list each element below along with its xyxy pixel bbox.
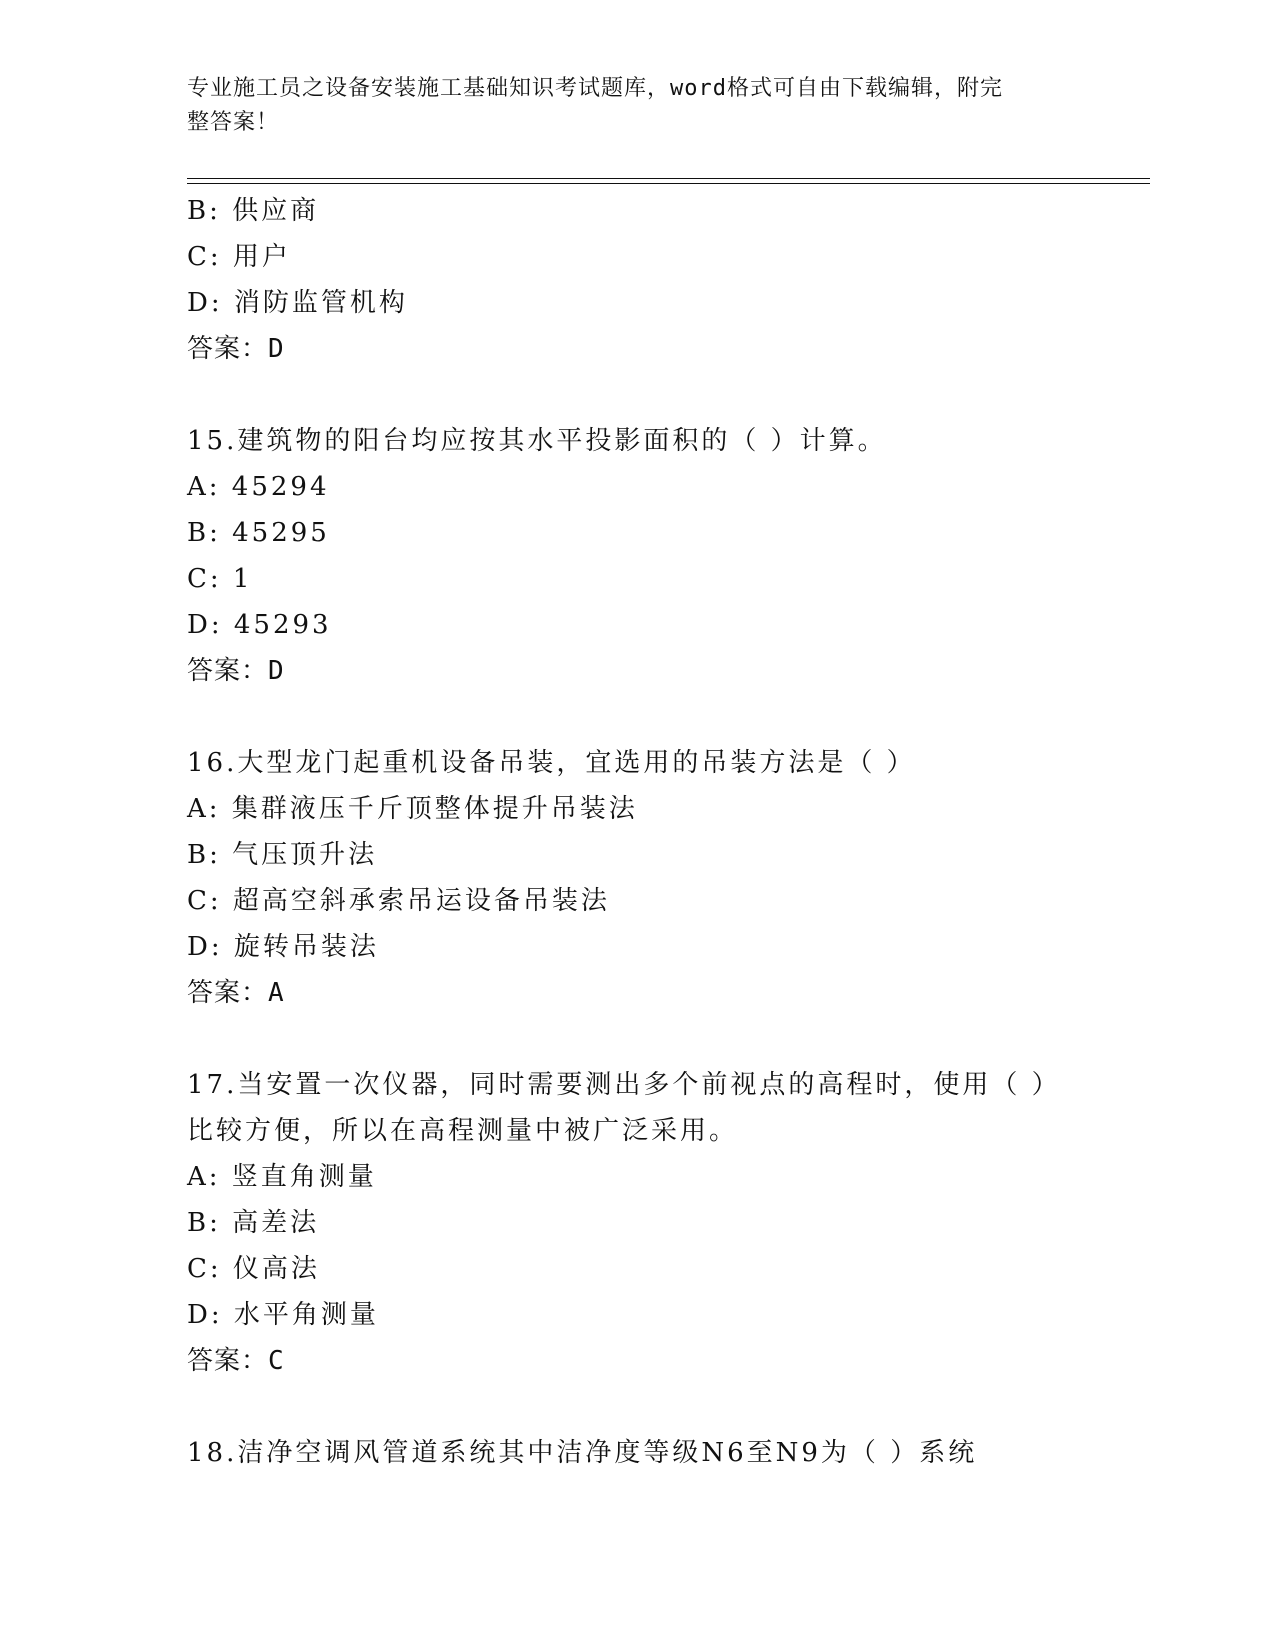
option-c: C: 仪高法 bbox=[187, 1254, 320, 1284]
question-block bbox=[187, 740, 1087, 1016]
option-b: B: 供应商 bbox=[187, 196, 320, 226]
option-d: D: 旋转吊装法 bbox=[187, 932, 379, 962]
question-list bbox=[187, 188, 1087, 1476]
question-block bbox=[187, 1430, 1087, 1476]
answer-line: 答案：D bbox=[187, 334, 285, 364]
question-block bbox=[187, 418, 1087, 694]
question-block bbox=[187, 1062, 1087, 1384]
question-text: 16.大型龙门起重机设备吊装，宜选用的吊装方法是（ ） bbox=[187, 748, 916, 778]
option-b: B: 45295 bbox=[187, 518, 330, 548]
option-d: D: 45293 bbox=[187, 610, 332, 640]
answer-line: 答案：A bbox=[187, 978, 285, 1008]
question-text-continued: 比较方便，所以在高程测量中被广泛采用。 bbox=[187, 1116, 739, 1146]
option-b: B: 气压顶升法 bbox=[187, 840, 378, 870]
question-block bbox=[187, 188, 1087, 372]
question-text: 18.洁净空调风管道系统其中洁净度等级N6至N9为（ ）系统 bbox=[187, 1438, 978, 1468]
header-divider-top bbox=[187, 178, 1150, 179]
document-header bbox=[187, 72, 1087, 140]
option-c: C: 1 bbox=[187, 564, 253, 594]
option-a: A: 集群液压千斤顶整体提升吊装法 bbox=[187, 794, 638, 824]
option-c: C: 超高空斜承索吊运设备吊装法 bbox=[187, 886, 610, 916]
option-b: B: 高差法 bbox=[187, 1208, 320, 1238]
option-a: A: 竖直角测量 bbox=[187, 1162, 377, 1192]
question-text: 17.当安置一次仪器，同时需要测出多个前视点的高程时，使用（ ） bbox=[187, 1070, 1061, 1100]
header-title-line2: 整答案！ bbox=[187, 110, 280, 135]
option-c: C: 用户 bbox=[187, 242, 291, 272]
answer-line: 答案：D bbox=[187, 656, 285, 686]
header-title-line1: 专业施工员之设备安装施工基础知识考试题库，word格式可自由下载编辑，附完 bbox=[187, 76, 1003, 101]
answer-line: 答案：C bbox=[187, 1346, 285, 1376]
option-a: A: 45294 bbox=[187, 472, 330, 502]
option-d: D: 水平角测量 bbox=[187, 1300, 379, 1330]
header-divider-bottom bbox=[187, 183, 1150, 184]
option-d: D: 消防监管机构 bbox=[187, 288, 408, 318]
question-text: 15.建筑物的阳台均应按其水平投影面积的（ ）计算。 bbox=[187, 426, 887, 456]
